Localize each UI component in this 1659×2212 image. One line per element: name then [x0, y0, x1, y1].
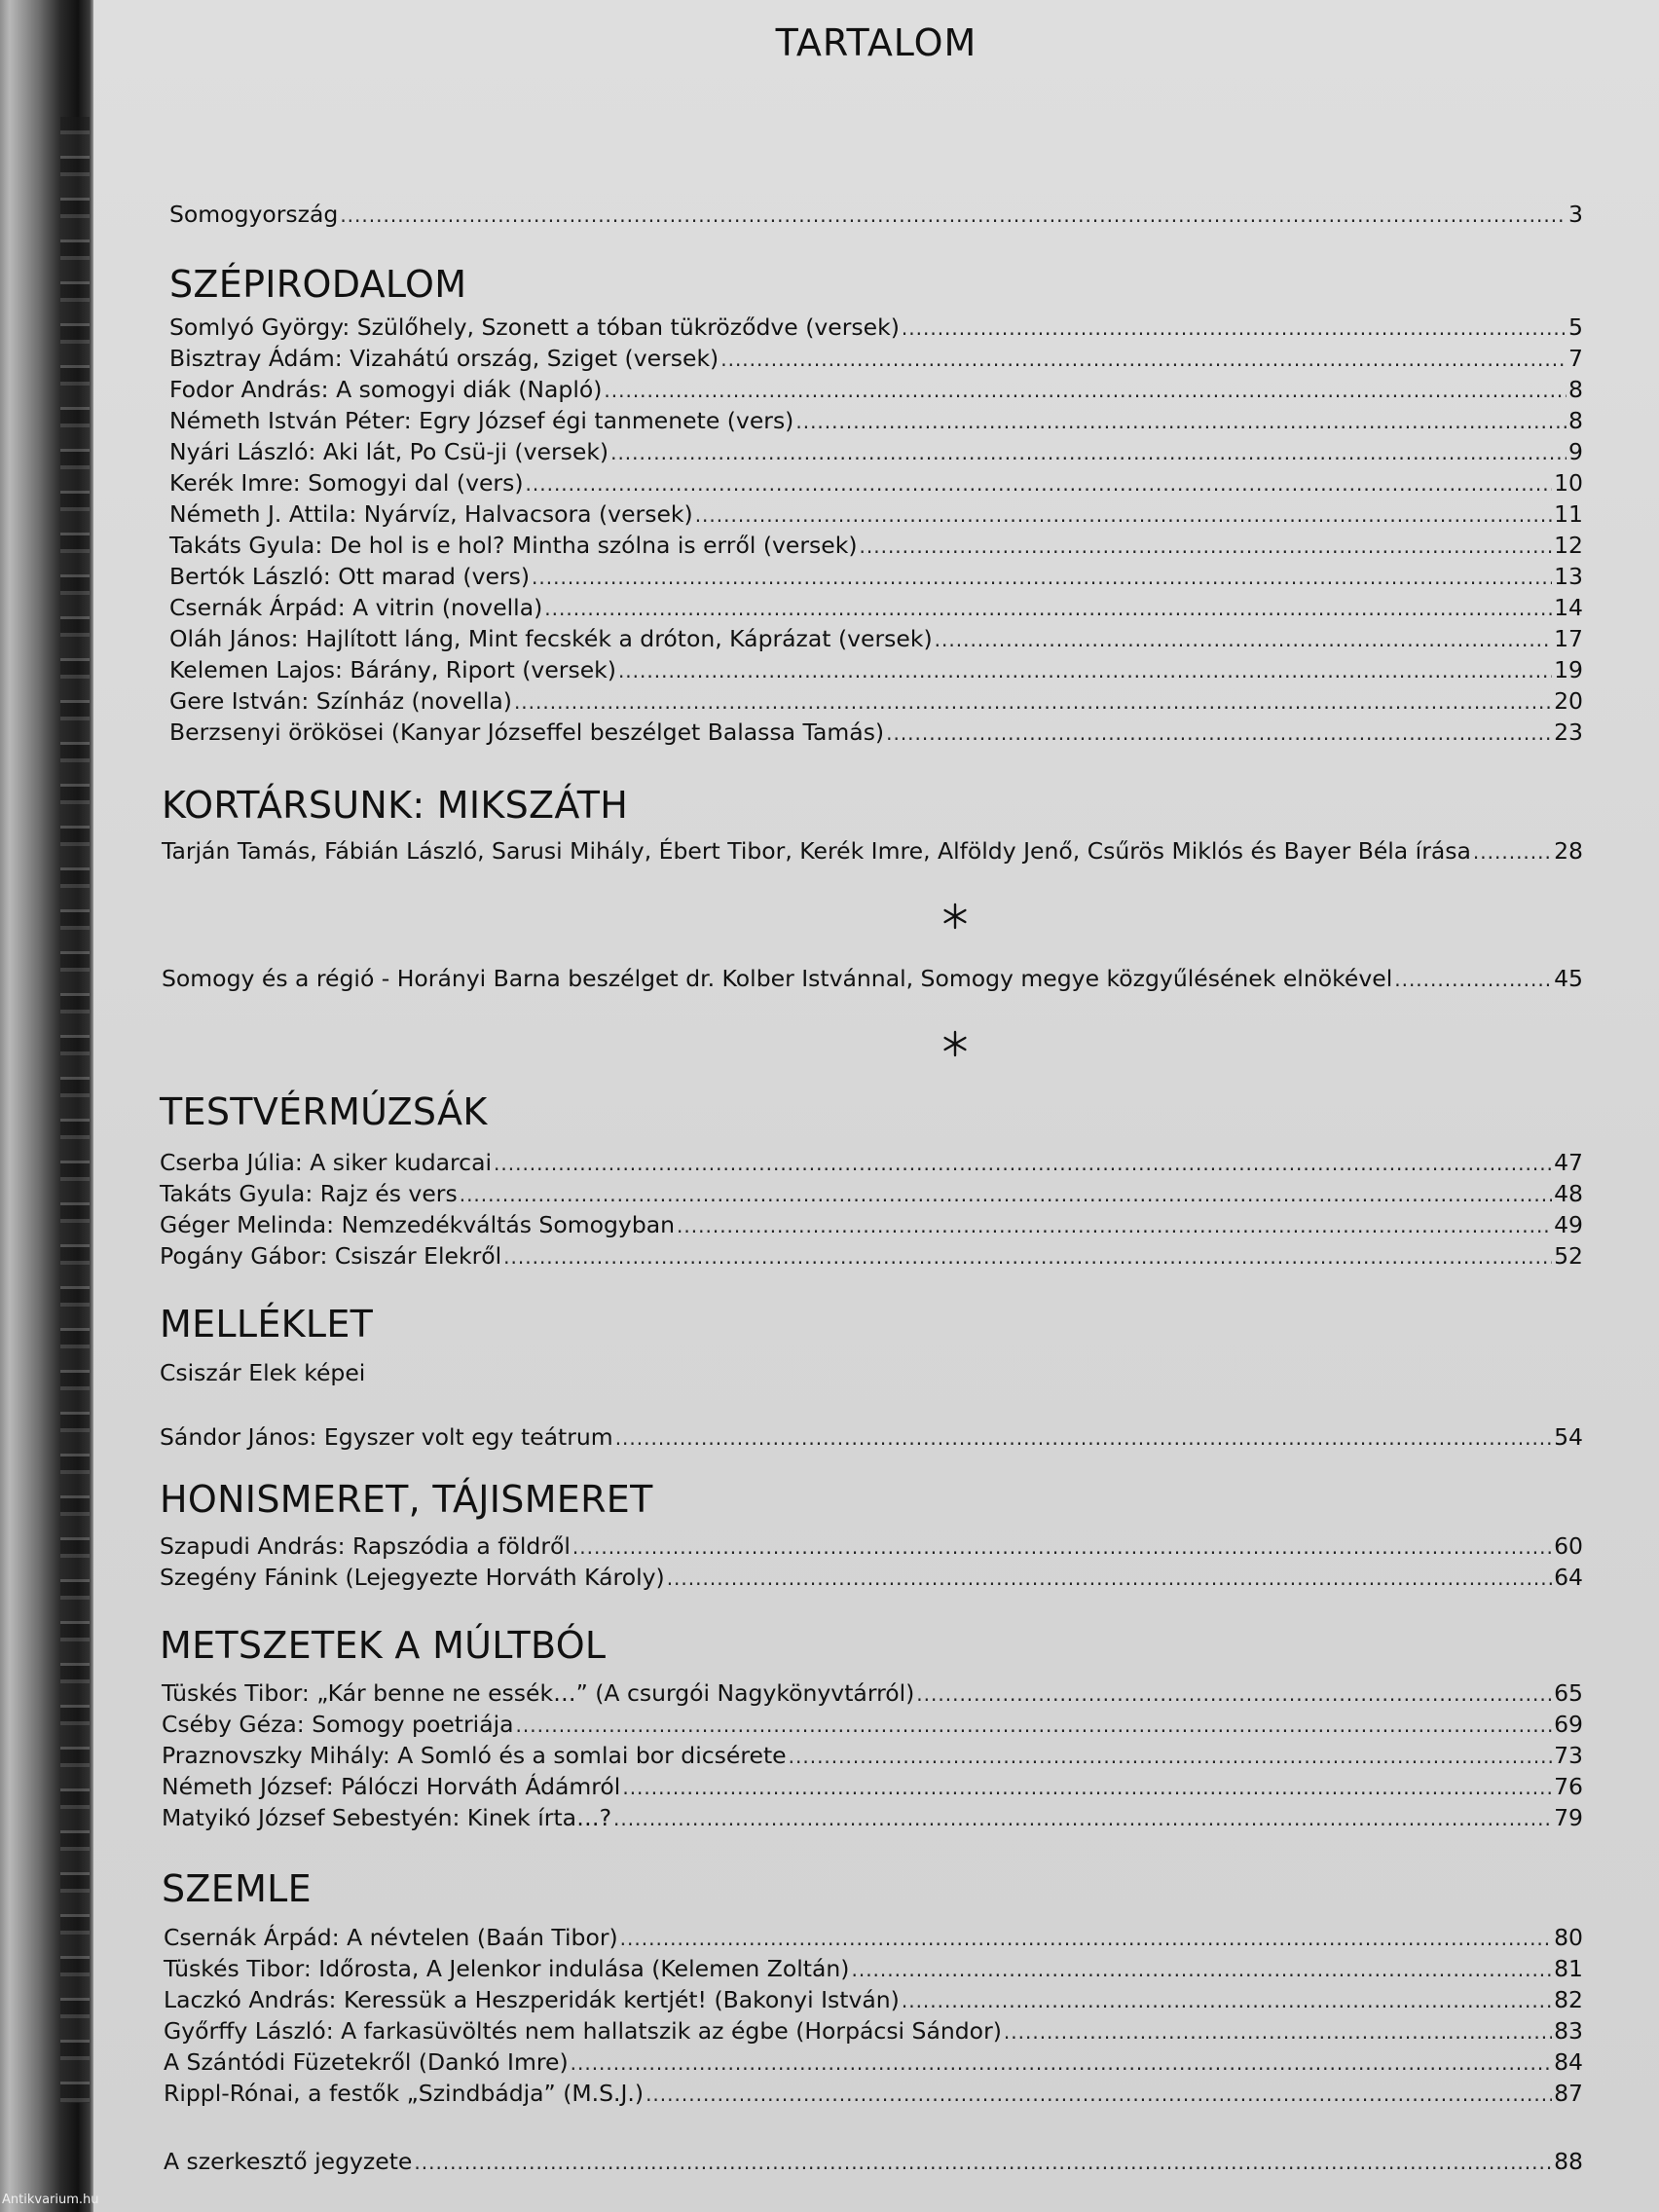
toc-entry: Németh István Péter: Egry József égi tanmenete (vers) ..... 8 — [169, 407, 1583, 434]
toc-entry: Szapudi András: Rapszódia a földről ..... 60 — [160, 1532, 1583, 1560]
toc-entry: Takáts Gyula: De hol is e hol? Mintha szólna is erről (versek) ..... 12 — [169, 532, 1583, 559]
toc-entry: Szegény Fánink (Lejegyezte Horváth Károly) ..... 64 — [160, 1564, 1583, 1591]
section-heading-szemle: SZEMLE — [162, 1867, 312, 1910]
section-heading-honismeret: HONISMERET, TÁJISMERET — [160, 1478, 653, 1521]
toc-entry-mikszath: Tarján Tamás, Fábián László, Sarusi Mihály, Ébert Tibor, Kerék Imre, Alföldy Jenő, Csűrös Miklós és Bayer Béla írása ..... 28 — [162, 837, 1583, 865]
toc-entry: Nyári László: Aki lát, Po Csü-ji (versek) ..... 9 — [169, 438, 1583, 465]
spine-photo-strip — [60, 117, 90, 2103]
toc-entry: Laczkó András: Keressük a Heszperidák kertjét! (Bakonyi István) ..... 82 — [164, 1986, 1583, 2013]
toc-entry: Matyikó József Sebestyén: Kinek írta…? ..... 79 — [162, 1804, 1583, 1831]
toc-entry: Németh József: Pálóczi Horváth Ádámról ..... 76 — [162, 1773, 1583, 1800]
melleklet-note: Csiszár Elek képei — [160, 1359, 366, 1386]
toc-entry: Rippl-Rónai, a festők „Szindbádja” (M.S.J.) ..... 87 — [164, 2080, 1583, 2107]
section-heading-melleklet: MELLÉKLET — [160, 1303, 374, 1346]
toc-entry: Tüskés Tibor: Időrosta, A Jelenkor indulása (Kelemen Zoltán) ..... 81 — [164, 1955, 1583, 1982]
toc-entry: Cserba Júlia: A siker kudarcai ..... 47 — [160, 1149, 1583, 1176]
toc-entry: Cséby Géza: Somogy poetriája ..... 69 — [162, 1711, 1583, 1738]
section-heading-szepirodalom: SZÉPIRODALOM — [169, 263, 467, 306]
toc-entry-teatrum: Sándor János: Egyszer volt egy teátrum ..... 54 — [160, 1423, 1583, 1451]
section-heading-testvermuzsak: TESTVÉRMÚZSÁK — [160, 1090, 488, 1133]
section-heading-metszetek: METSZETEK A MÚLTBÓL — [160, 1624, 607, 1667]
toc-entry: Berzsenyi örökösei (Kanyar Józseffel beszélget Balassa Tamás) ..... 23 — [169, 719, 1583, 746]
toc-entry: Oláh János: Hajlított láng, Mint fecskék a dróton, Káprázat (versek) ..... 17 — [169, 625, 1583, 652]
section-heading-kortarsunk: KORTÁRSUNK: MIKSZÁTH — [162, 784, 629, 827]
page-title: TARTALOM — [775, 21, 977, 64]
asterism-star-icon — [940, 902, 970, 931]
toc-entry: Bisztray Ádám: Vizahátú ország, Sziget (versek) ..... 7 — [169, 345, 1583, 372]
toc-entry-somogyorszag: Somogyország ..... 3 — [169, 201, 1583, 228]
toc-entry-szerkeszto-jegyzete: A szerkesztő jegyzete ..... 88 — [164, 2148, 1583, 2175]
toc-entry-regio: Somogy és a régió - Horányi Barna beszélget dr. Kolber Istvánnal, Somogy megye közgyűlésének elnökével ..... 45 — [162, 965, 1583, 992]
toc-entry: Csernák Árpád: A névtelen (Baán Tibor) ..... 80 — [164, 1924, 1583, 1951]
toc-entry: Kelemen Lajos: Bárány, Riport (versek) ..... 19 — [169, 656, 1583, 683]
book-spine — [0, 0, 93, 2212]
toc-entry: Kerék Imre: Somogyi dal (vers) ..... 10 — [169, 469, 1583, 497]
toc-entry: Gere István: Színház (novella) ..... 20 — [169, 687, 1583, 715]
toc-entry: Somlyó György: Szülőhely, Szonett a tóban tükröződve (versek) ..... 5 — [169, 313, 1583, 341]
toc-entry: Bertók László: Ott marad (vers) ..... 13 — [169, 563, 1583, 590]
toc-entry: Fodor András: A somogyi diák (Napló) ..... 8 — [169, 376, 1583, 403]
toc-entry: Praznovszky Mihály: A Somló és a somlai bor dicsérete ..... 73 — [162, 1742, 1583, 1769]
asterism-star-icon — [940, 1029, 970, 1058]
toc-entry: Tüskés Tibor: „Kár benne ne essék…” (A csurgói Nagykönyvtárról) ..... 65 — [162, 1679, 1583, 1707]
toc-page — [93, 0, 1659, 2212]
toc-entry: Németh J. Attila: Nyárvíz, Halvacsora (versek) ..... 11 — [169, 500, 1583, 528]
toc-entry: Géger Melinda: Nemzedékváltás Somogyban ..... 49 — [160, 1211, 1583, 1238]
toc-entry: Győrffy László: A farkasüvöltés nem hallatszik az égbe (Horpácsi Sándor) ..... 83 — [164, 2017, 1583, 2045]
toc-entry: A Szántódi Füzetekről (Dankó Imre) ..... 84 — [164, 2048, 1583, 2076]
toc-entry: Pogány Gábor: Csiszár Elekről ..... 52 — [160, 1242, 1583, 1270]
watermark: Antikvarium.hu — [2, 2193, 99, 2207]
toc-entry: Takáts Gyula: Rajz és vers ..... 48 — [160, 1180, 1583, 1207]
toc-entry: Csernák Árpád: A vitrin (novella) ..... 14 — [169, 594, 1583, 621]
